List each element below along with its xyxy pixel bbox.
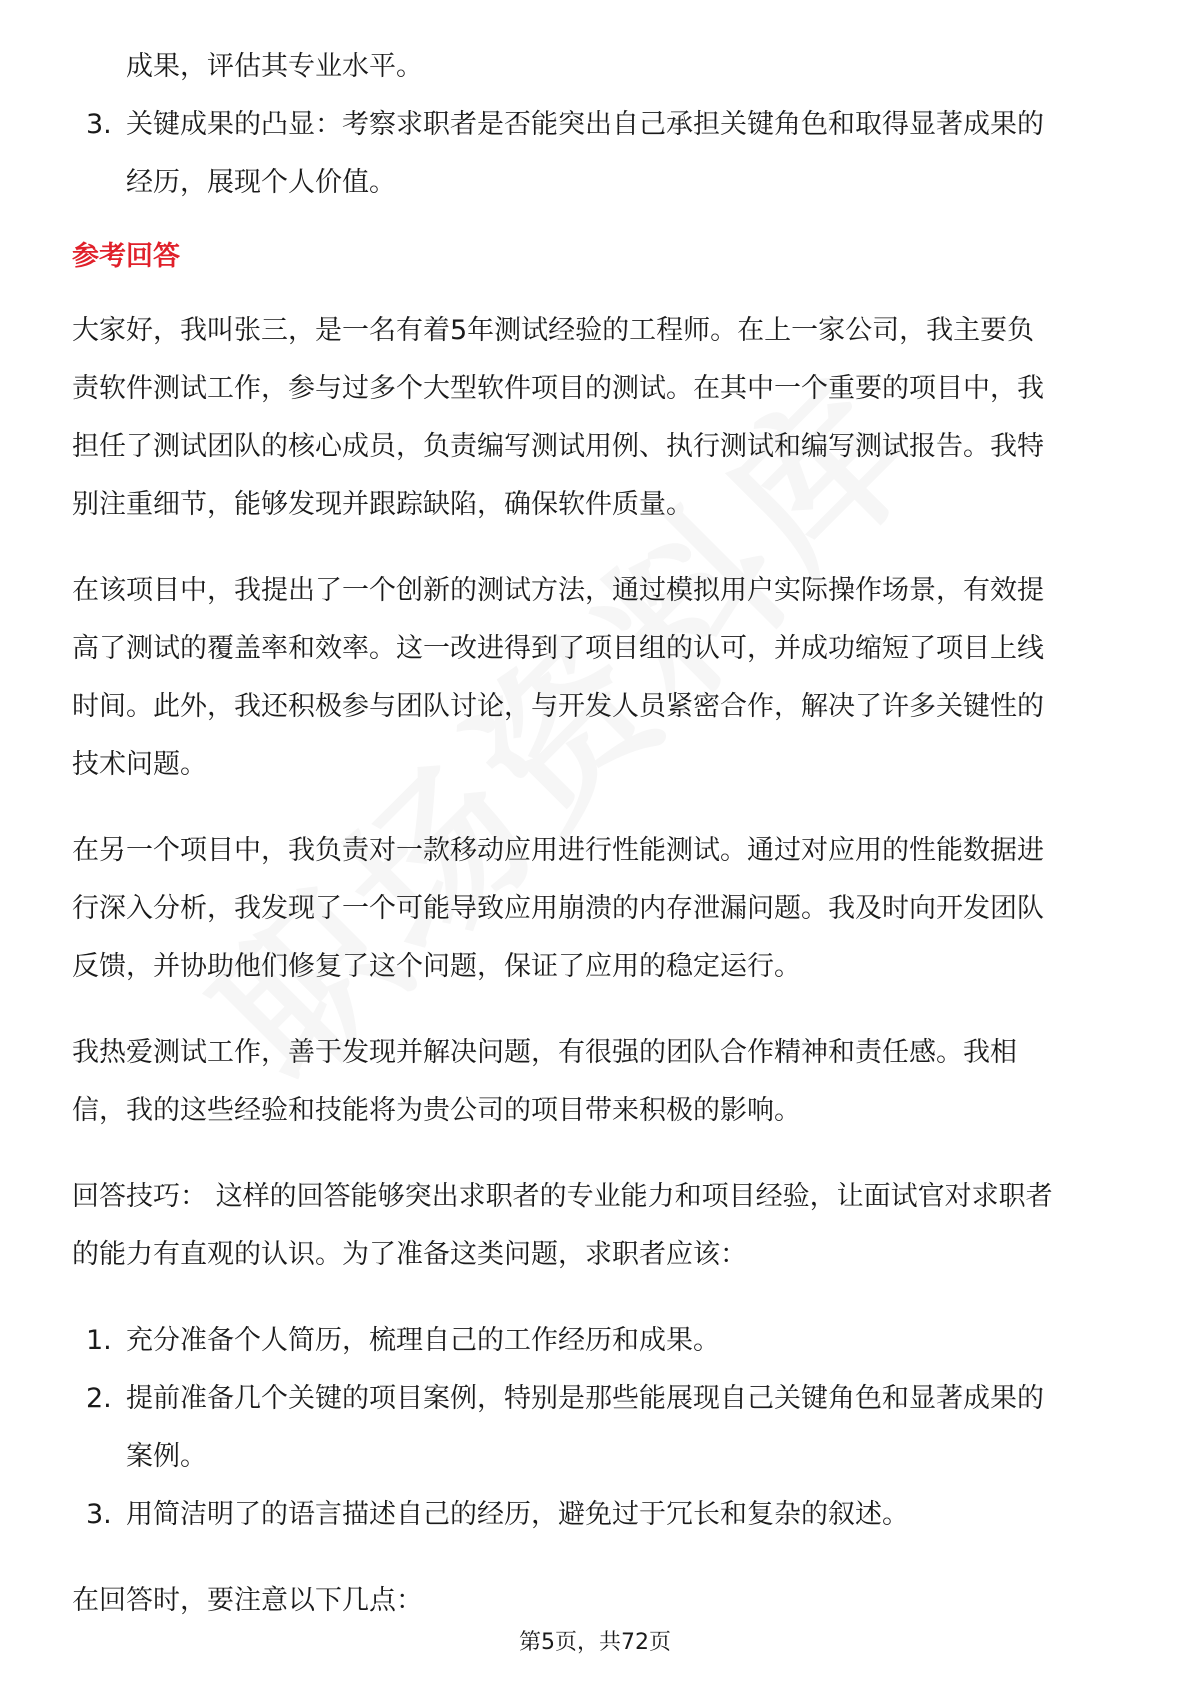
section-heading: 参考回答 <box>72 241 180 272</box>
paragraph-line: 回答技巧： 这样的回答能够突出求职者的专业能力和项目经验，让面试官对求职者 <box>72 1181 1053 1212</box>
paragraph <box>72 302 1122 534</box>
paragraph <box>72 1168 1122 1284</box>
list-item-line: 经历，展现个人价值。 <box>126 167 396 198</box>
paragraph-line: 担任了测试团队的核心成员，负责编写测试用例、执行测试和编写测试报告。我特 <box>72 431 1044 462</box>
page-number-footer: 第5页，共72页 <box>519 1630 671 1655</box>
paragraph-line: 高了测试的覆盖率和效率。这一改进得到了项目组的认可，并成功缩短了项目上线 <box>72 633 1044 664</box>
list-item-line: 案例。 <box>126 1441 207 1472</box>
paragraph-line: 信，我的这些经验和技能将为贵公司的项目带来积极的影响。 <box>72 1095 801 1126</box>
list-item <box>72 1370 1122 1486</box>
paragraph-line: 在另一个项目中，我负责对一款移动应用进行性能测试。通过对应用的性能数据进 <box>72 835 1044 866</box>
paragraph-line: 技术问题。 <box>72 749 207 780</box>
list-item <box>72 1486 1122 1544</box>
ordered-list <box>72 1312 1122 1544</box>
list-item-line: 用简洁明了的语言描述自己的经历，避免过于冗长和复杂的叙述。 <box>126 1499 909 1530</box>
paragraph-line: 别注重细节，能够发现并跟踪缺陷，确保软件质量。 <box>72 489 693 520</box>
paragraph <box>72 562 1122 794</box>
paragraph-line: 时间。此外，我还积极参与团队讨论，与开发人员紧密合作，解决了许多关键性的 <box>72 691 1044 722</box>
list-number: 3. <box>86 109 112 140</box>
closing-line: 在回答时，要注意以下几点： <box>72 1585 423 1616</box>
list-item-continuation: 成果，评估其专业水平。 <box>126 51 423 82</box>
list-number: 3. <box>86 1499 112 1530</box>
list-item-line: 关键成果的凸显：考察求职者是否能突出自己承担关键角色和取得显著成果的 <box>126 109 1044 140</box>
list-item <box>72 1312 1122 1370</box>
list-item-line: 提前准备几个关键的项目案例，特别是那些能展现自己关键角色和显著成果的 <box>126 1383 1044 1414</box>
list-item <box>72 96 1122 212</box>
paragraph-line: 我热爱测试工作，善于发现并解决问题，有很强的团队合作精神和责任感。我相 <box>72 1037 1017 1068</box>
paragraph-line: 行深入分析，我发现了一个可能导致应用崩溃的内存泄漏问题。我及时向开发团队 <box>72 893 1044 924</box>
paragraph-line: 责软件测试工作，参与过多个大型软件项目的测试。在其中一个重要的项目中，我 <box>72 373 1044 404</box>
paragraph-line: 大家好，我叫张三，是一名有着5年测试经验的工程师。在上一家公司，我主要负 <box>72 315 1035 346</box>
paragraph <box>72 1024 1122 1140</box>
paragraph <box>72 822 1122 996</box>
list-number: 1. <box>86 1325 112 1356</box>
page-content <box>72 38 1122 1630</box>
paragraph-line: 反馈，并协助他们修复了这个问题，保证了应用的稳定运行。 <box>72 951 801 982</box>
paragraph-line: 的能力有直观的认识。为了准备这类问题，求职者应该： <box>72 1239 747 1270</box>
list-number: 2. <box>86 1383 112 1414</box>
list-item-line: 充分准备个人简历，梳理自己的工作经历和成果。 <box>126 1325 720 1356</box>
paragraph-line: 在该项目中，我提出了一个创新的测试方法，通过模拟用户实际操作场景，有效提 <box>72 575 1044 606</box>
